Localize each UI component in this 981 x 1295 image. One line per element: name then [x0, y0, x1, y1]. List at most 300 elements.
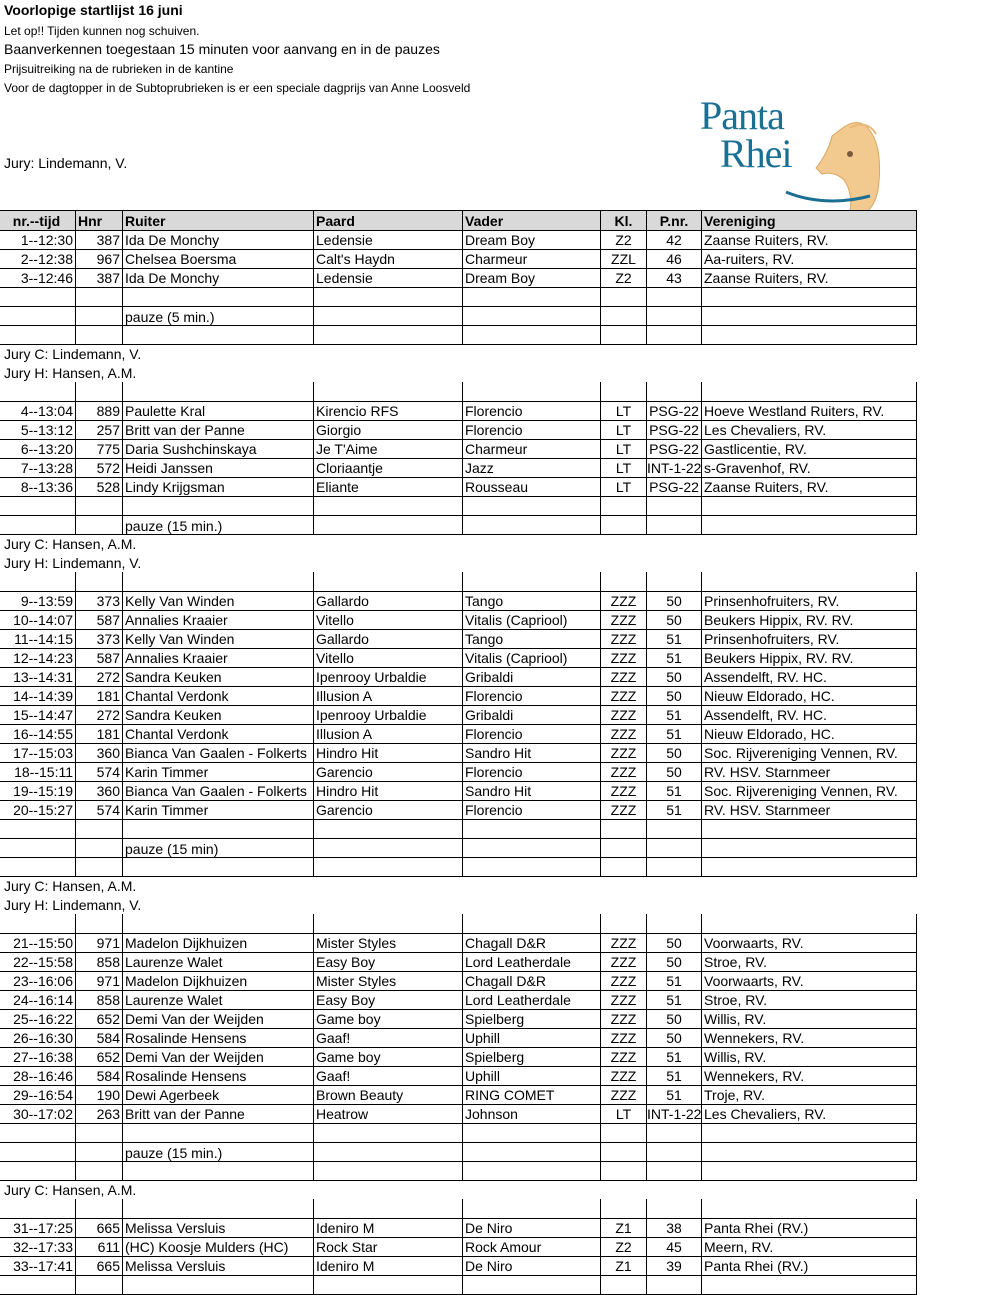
- pause-row: [0, 306, 917, 326]
- start-time-cell: [0, 1123, 76, 1142]
- start-time-cell: 9--13:59: [0, 591, 76, 610]
- horse-cell: Gallardo: [314, 591, 463, 610]
- rider-cell: [123, 382, 314, 401]
- sire-cell: Dream Boy: [463, 268, 601, 287]
- rider-cell: Annalies Kraaier: [123, 648, 314, 667]
- rider-cell: Karin Timmer: [123, 800, 314, 819]
- page-title: Voorlopige startlijst 16 juni: [4, 2, 183, 18]
- table-row: [0, 686, 917, 706]
- class-cell: ZZZ: [601, 990, 647, 1009]
- test-number-cell: 46: [647, 249, 702, 268]
- jury-label: Jury: Lindemann, V.: [4, 155, 128, 171]
- start-time-cell: 26--16:30: [0, 1028, 76, 1047]
- rider-cell: [123, 572, 314, 591]
- club-cell: Assendelft, RV. HC.: [702, 705, 917, 724]
- sire-cell: Florencio: [463, 800, 601, 819]
- class-cell: LT: [601, 439, 647, 458]
- club-cell: Nieuw Eldorado, HC.: [702, 724, 917, 743]
- table-row: [0, 591, 917, 611]
- sire-cell: [463, 1275, 601, 1294]
- club-cell: Soc. Rijvereniging Vennen, RV.: [702, 743, 917, 762]
- sire-cell: [463, 819, 601, 838]
- club-cell: Panta Rhei (RV.): [702, 1256, 917, 1275]
- logo-word-panta: Panta: [700, 93, 784, 138]
- horse-number-cell: 360: [76, 743, 123, 762]
- horse-number-cell: [76, 325, 123, 344]
- class-cell: ZZZ: [601, 781, 647, 800]
- club-cell: Wennekers, RV.: [702, 1028, 917, 1047]
- start-time-cell: 17--15:03: [0, 743, 76, 762]
- start-time-cell: [0, 1275, 76, 1294]
- sire-cell: [463, 287, 601, 306]
- horse-number-cell: [76, 572, 123, 591]
- logo-word-rhei: Rhei: [720, 131, 792, 176]
- horse-cell: Giorgio: [314, 420, 463, 439]
- course-walk-note: Baanverkennen toegestaan 15 minuten voor aanvang en in de pauzes: [4, 41, 440, 57]
- rider-cell: Karin Timmer: [123, 762, 314, 781]
- start-time-cell: 1--12:30: [0, 230, 76, 249]
- start-time-cell: 15--14:47: [0, 705, 76, 724]
- club-cell: [702, 857, 917, 876]
- test-number-cell: [647, 1275, 702, 1294]
- class-cell: [601, 838, 647, 857]
- club-cell: Vereniging: [702, 211, 917, 230]
- club-cell: Hoeve Westland Ruiters, RV.: [702, 401, 917, 420]
- horse-number-cell: 611: [76, 1237, 123, 1256]
- sire-cell: Dream Boy: [463, 230, 601, 249]
- horse-cell: Calt's Haydn: [314, 249, 463, 268]
- club-cell: [702, 1142, 917, 1161]
- sire-cell: [463, 1142, 601, 1161]
- test-number-cell: [647, 572, 702, 591]
- test-number-cell: 50: [647, 762, 702, 781]
- horse-cell: Vitello: [314, 648, 463, 667]
- class-cell: [601, 1142, 647, 1161]
- club-cell: Beukers Hippix, RV. RV.: [702, 610, 917, 629]
- pause-row: [0, 838, 917, 858]
- club-cell: Voorwaarts, RV.: [702, 971, 917, 990]
- start-time-cell: 8--13:36: [0, 477, 76, 496]
- horse-number-cell: 858: [76, 952, 123, 971]
- club-cell: [702, 515, 917, 534]
- club-cell: [702, 572, 917, 591]
- jury-line: Jury C: Hansen, A.M.: [4, 1182, 137, 1198]
- sire-cell: Vitalis (Capriool): [463, 648, 601, 667]
- horse-number-cell: [76, 1199, 123, 1218]
- rider-cell: Bianca Van Gaalen - Folkerts: [123, 743, 314, 762]
- class-cell: ZZZ: [601, 1085, 647, 1104]
- club-cell: Zaanse Ruiters, RV.: [702, 477, 917, 496]
- table-row: [0, 420, 917, 440]
- start-time-cell: 22--15:58: [0, 952, 76, 971]
- start-time-cell: 11--14:15: [0, 629, 76, 648]
- horse-cell: Ideniro M: [314, 1218, 463, 1237]
- test-number-cell: PSG-22: [647, 439, 702, 458]
- pause-label: pauze (15 min.): [125, 518, 223, 534]
- table-row: [0, 1085, 917, 1105]
- test-number-cell: [647, 857, 702, 876]
- test-number-cell: 51: [647, 800, 702, 819]
- class-cell: ZZZ: [601, 591, 647, 610]
- horse-cell: Ipenrooy Urbaldie: [314, 667, 463, 686]
- table-row: [0, 743, 917, 763]
- sire-cell: RING COMET: [463, 1085, 601, 1104]
- class-cell: [601, 819, 647, 838]
- horse-number-cell: [76, 1142, 123, 1161]
- horse-cell: Garencio: [314, 800, 463, 819]
- horse-number-cell: [76, 1161, 123, 1180]
- horse-number-cell: 263: [76, 1104, 123, 1123]
- class-cell: Z2: [601, 1237, 647, 1256]
- horse-cell: Je T'Aime: [314, 439, 463, 458]
- table-header: [0, 210, 917, 231]
- rider-cell: [123, 819, 314, 838]
- class-cell: [601, 1161, 647, 1180]
- class-cell: ZZZ: [601, 667, 647, 686]
- start-time-cell: [0, 857, 76, 876]
- sire-cell: Rousseau: [463, 477, 601, 496]
- test-number-cell: 51: [647, 629, 702, 648]
- sire-cell: Charmeur: [463, 249, 601, 268]
- horse-cell: Vitello: [314, 610, 463, 629]
- horse-cell: Gallardo: [314, 629, 463, 648]
- horse-number-cell: 373: [76, 591, 123, 610]
- jury-line: Jury H: Lindemann, V.: [4, 555, 142, 571]
- start-time-cell: nr.--tijd: [0, 211, 76, 230]
- horse-cell: [314, 1199, 463, 1218]
- test-number-cell: [647, 515, 702, 534]
- warning-note: Let op!! Tijden kunnen nog schuiven.: [4, 24, 200, 38]
- sire-cell: Gribaldi: [463, 705, 601, 724]
- rider-cell: Dewi Agerbeek: [123, 1085, 314, 1104]
- test-number-cell: 50: [647, 1009, 702, 1028]
- rider-cell: Madelon Dijkhuizen: [123, 971, 314, 990]
- start-time-cell: 3--12:46: [0, 268, 76, 287]
- club-cell: [702, 1275, 917, 1294]
- start-time-cell: 25--16:22: [0, 1009, 76, 1028]
- horse-number-cell: 584: [76, 1028, 123, 1047]
- start-time-cell: [0, 306, 76, 325]
- jury-line: Jury H: Lindemann, V.: [4, 897, 142, 913]
- rider-cell: Rosalinde Hensens: [123, 1028, 314, 1047]
- sire-cell: Florencio: [463, 686, 601, 705]
- start-time-cell: 2--12:38: [0, 249, 76, 268]
- blank-row: [0, 857, 917, 877]
- table-row: [0, 268, 917, 288]
- class-cell: ZZZ: [601, 686, 647, 705]
- horse-number-cell: 373: [76, 629, 123, 648]
- class-cell: ZZZ: [601, 762, 647, 781]
- panta-rhei-logo: [700, 92, 885, 217]
- start-time-cell: 21--15:50: [0, 933, 76, 952]
- horse-cell: Gaaf!: [314, 1028, 463, 1047]
- blank-row: [0, 325, 917, 345]
- test-number-cell: [647, 1123, 702, 1142]
- table-row: [0, 952, 917, 972]
- start-time-cell: 16--14:55: [0, 724, 76, 743]
- test-number-cell: 51: [647, 990, 702, 1009]
- pause-row: [0, 1142, 917, 1162]
- table-row: [0, 1104, 917, 1124]
- horse-number-cell: 190: [76, 1085, 123, 1104]
- sire-cell: De Niro: [463, 1256, 601, 1275]
- rider-cell: Kelly Van Winden: [123, 629, 314, 648]
- start-time-cell: [0, 838, 76, 857]
- horse-number-cell: [76, 838, 123, 857]
- test-number-cell: 50: [647, 610, 702, 629]
- club-cell: Soc. Rijvereniging Vennen, RV.: [702, 781, 917, 800]
- test-number-cell: 50: [647, 591, 702, 610]
- sire-cell: Vader: [463, 211, 601, 230]
- class-cell: ZZZ: [601, 724, 647, 743]
- horse-number-cell: 652: [76, 1047, 123, 1066]
- rider-cell: Chantal Verdonk: [123, 724, 314, 743]
- jury-line: Jury C: Hansen, A.M.: [4, 536, 137, 552]
- horse-cell: Kirencio RFS: [314, 401, 463, 420]
- rider-cell: [123, 496, 314, 515]
- table-row: [0, 230, 917, 250]
- start-time-cell: 23--16:06: [0, 971, 76, 990]
- rider-cell: [123, 287, 314, 306]
- rider-cell: Bianca Van Gaalen - Folkerts: [123, 781, 314, 800]
- sire-cell: Spielberg: [463, 1047, 601, 1066]
- rider-cell: [123, 325, 314, 344]
- class-cell: ZZZ: [601, 1009, 647, 1028]
- start-time-cell: 32--17:33: [0, 1237, 76, 1256]
- test-number-cell: [647, 325, 702, 344]
- horse-cell: Game boy: [314, 1009, 463, 1028]
- sire-cell: [463, 306, 601, 325]
- club-cell: Zaanse Ruiters, RV.: [702, 230, 917, 249]
- sire-cell: Florencio: [463, 724, 601, 743]
- horse-number-cell: [76, 382, 123, 401]
- table-row: [0, 1218, 917, 1238]
- start-time-cell: 19--15:19: [0, 781, 76, 800]
- horse-cell: Illusion A: [314, 724, 463, 743]
- test-number-cell: 51: [647, 724, 702, 743]
- test-number-cell: [647, 287, 702, 306]
- start-time-cell: [0, 572, 76, 591]
- horse-cell: [314, 287, 463, 306]
- class-cell: [601, 382, 647, 401]
- rider-cell: Annalies Kraaier: [123, 610, 314, 629]
- horse-cell: Cloriaantje: [314, 458, 463, 477]
- horse-number-cell: [76, 857, 123, 876]
- start-time-cell: [0, 325, 76, 344]
- rider-cell: Melissa Versluis: [123, 1256, 314, 1275]
- class-cell: [601, 914, 647, 933]
- class-cell: Z2: [601, 230, 647, 249]
- start-time-cell: 18--15:11: [0, 762, 76, 781]
- horse-cell: Ledensie: [314, 268, 463, 287]
- table-row: [0, 629, 917, 649]
- test-number-cell: INT-1-22: [647, 460, 702, 476]
- table-row: [0, 477, 917, 497]
- sire-cell: Rock Amour: [463, 1237, 601, 1256]
- horse-cell: Ipenrooy Urbaldie: [314, 705, 463, 724]
- pause-row: [0, 515, 917, 535]
- class-cell: [601, 287, 647, 306]
- start-time-cell: 10--14:07: [0, 610, 76, 629]
- class-cell: [601, 325, 647, 344]
- horse-number-cell: 257: [76, 420, 123, 439]
- horse-number-cell: 665: [76, 1218, 123, 1237]
- sire-cell: [463, 1199, 601, 1218]
- blank-row: [0, 1275, 917, 1295]
- rider-cell: Ida De Monchy: [123, 268, 314, 287]
- rider-cell: Britt van der Panne: [123, 1104, 314, 1123]
- horse-cell: Illusion A: [314, 686, 463, 705]
- club-cell: Stroe, RV.: [702, 990, 917, 1009]
- test-number-cell: [647, 496, 702, 515]
- start-time-cell: 28--16:46: [0, 1066, 76, 1085]
- club-cell: Panta Rhei (RV.): [702, 1218, 917, 1237]
- sire-cell: [463, 572, 601, 591]
- test-number-cell: 39: [647, 1256, 702, 1275]
- test-number-cell: 51: [647, 1085, 702, 1104]
- test-number-cell: 51: [647, 781, 702, 800]
- horse-cell: Game boy: [314, 1047, 463, 1066]
- horse-cell: [314, 382, 463, 401]
- sire-cell: [463, 914, 601, 933]
- rider-cell: Sandra Keuken: [123, 705, 314, 724]
- class-cell: ZZZ: [601, 610, 647, 629]
- class-cell: LT: [601, 420, 647, 439]
- horse-cell: Ledensie: [314, 230, 463, 249]
- horse-cell: Hindro Hit: [314, 781, 463, 800]
- class-cell: Kl.: [601, 211, 647, 230]
- sire-cell: Sandro Hit: [463, 781, 601, 800]
- rider-cell: Demi Van der Weijden: [123, 1047, 314, 1066]
- start-time-cell: 13--14:31: [0, 667, 76, 686]
- horse-cell: [314, 1275, 463, 1294]
- horse-cell: Rock Star: [314, 1237, 463, 1256]
- horse-number-cell: 971: [76, 933, 123, 952]
- test-number-cell: [647, 1142, 702, 1161]
- table-row: [0, 724, 917, 744]
- horse-number-cell: Hnr: [76, 211, 123, 230]
- table-row: [0, 1256, 917, 1276]
- sire-cell: [463, 1123, 601, 1142]
- sire-cell: [463, 1161, 601, 1180]
- club-cell: Zaanse Ruiters, RV.: [702, 268, 917, 287]
- club-cell: [702, 1123, 917, 1142]
- horse-number-cell: [76, 287, 123, 306]
- table-row: [0, 705, 917, 725]
- rider-cell: [123, 1275, 314, 1294]
- table-row: [0, 458, 917, 478]
- rider-cell: Daria Sushchinskaya: [123, 439, 314, 458]
- class-cell: ZZL: [601, 249, 647, 268]
- start-time-cell: 33--17:41: [0, 1256, 76, 1275]
- sire-cell: Tango: [463, 629, 601, 648]
- horse-cell: Mister Styles: [314, 971, 463, 990]
- table-row: [0, 762, 917, 782]
- start-time-cell: [0, 382, 76, 401]
- class-cell: ZZZ: [601, 705, 647, 724]
- rider-cell: [123, 914, 314, 933]
- sire-cell: Charmeur: [463, 439, 601, 458]
- class-cell: LT: [601, 1104, 647, 1123]
- club-cell: RV. HSV. Starnmeer: [702, 762, 917, 781]
- start-time-cell: 5--13:12: [0, 420, 76, 439]
- horse-number-cell: 665: [76, 1256, 123, 1275]
- rider-cell: Chantal Verdonk: [123, 686, 314, 705]
- rider-cell: [123, 1123, 314, 1142]
- club-cell: [702, 819, 917, 838]
- test-number-cell: 38: [647, 1218, 702, 1237]
- blank-row: [0, 572, 917, 592]
- jury-line: Jury H: Hansen, A.M.: [4, 365, 137, 381]
- club-cell: Stroe, RV.: [702, 952, 917, 971]
- start-time-cell: [0, 515, 76, 534]
- club-cell: Wennekers, RV.: [702, 1066, 917, 1085]
- test-number-cell: [647, 1199, 702, 1218]
- class-cell: [601, 496, 647, 515]
- club-cell: Voorwaarts, RV.: [702, 933, 917, 952]
- sire-cell: [463, 857, 601, 876]
- sire-cell: [463, 496, 601, 515]
- club-cell: [702, 914, 917, 933]
- table-row: [0, 401, 917, 421]
- horse-cell: [314, 325, 463, 344]
- sire-cell: [463, 382, 601, 401]
- test-number-cell: 43: [647, 268, 702, 287]
- class-cell: ZZZ: [601, 933, 647, 952]
- rider-cell: Rosalinde Hensens: [123, 1066, 314, 1085]
- rider-cell: Laurenze Walet: [123, 990, 314, 1009]
- horse-cell: Easy Boy: [314, 952, 463, 971]
- class-cell: [601, 857, 647, 876]
- test-number-cell: 45: [647, 1237, 702, 1256]
- sire-cell: Jazz: [463, 458, 601, 477]
- horse-cell: [314, 838, 463, 857]
- horse-cell: [314, 1142, 463, 1161]
- test-number-cell: [647, 382, 702, 401]
- club-cell: s-Gravenhof, RV.: [702, 458, 917, 477]
- horse-number-cell: 528: [76, 477, 123, 496]
- club-cell: [702, 496, 917, 515]
- table-row: [0, 1009, 917, 1029]
- rider-cell: Lindy Krijgsman: [123, 477, 314, 496]
- horse-number-cell: 572: [76, 458, 123, 477]
- rider-cell: Chelsea Boersma: [123, 249, 314, 268]
- start-time-cell: 27--16:38: [0, 1047, 76, 1066]
- horse-number-cell: [76, 1275, 123, 1294]
- table-row: [0, 249, 917, 269]
- rider-cell: Ruiter: [123, 211, 314, 230]
- start-time-cell: [0, 914, 76, 933]
- sire-cell: Tango: [463, 591, 601, 610]
- table-row: [0, 667, 917, 687]
- rider-cell: Paulette Kral: [123, 401, 314, 420]
- club-cell: Aa-ruiters, RV.: [702, 249, 917, 268]
- start-time-cell: 30--17:02: [0, 1104, 76, 1123]
- horse-cell: Mister Styles: [314, 933, 463, 952]
- test-number-cell: 42: [647, 230, 702, 249]
- sire-cell: Uphill: [463, 1066, 601, 1085]
- start-time-cell: [0, 1142, 76, 1161]
- horse-cell: Gaaf!: [314, 1066, 463, 1085]
- table-row: [0, 933, 917, 953]
- table-row: [0, 971, 917, 991]
- club-cell: Troje, RV.: [702, 1085, 917, 1104]
- horse-number-cell: [76, 819, 123, 838]
- start-time-cell: 31--17:25: [0, 1218, 76, 1237]
- club-cell: Les Chevaliers, RV.: [702, 1104, 917, 1123]
- class-cell: [601, 572, 647, 591]
- rider-cell: Melissa Versluis: [123, 1218, 314, 1237]
